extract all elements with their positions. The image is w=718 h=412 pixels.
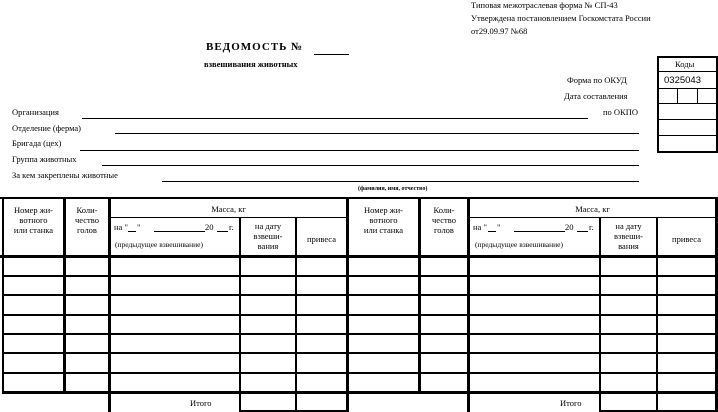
date-mid: "	[137, 222, 141, 232]
col-num-header: Номер жи- вотного или станка	[363, 205, 404, 235]
day-blank[interactable]	[128, 231, 136, 232]
date-prefix: на "	[114, 222, 128, 232]
date-divider	[677, 88, 678, 103]
approval-note: Утверждена постановлением Госкомстата России	[471, 13, 651, 23]
dept-label: Отделение (ферма)	[12, 123, 82, 133]
date-year: 20	[565, 222, 574, 232]
table-row	[3, 275, 716, 277]
prev-weigh-label: (предыдущее взвешивание)	[475, 240, 563, 249]
codes-header: Коды	[675, 59, 695, 69]
table-row	[3, 372, 716, 374]
org-field-line[interactable]	[82, 118, 588, 119]
table-hline	[110, 217, 347, 218]
date-label: Дата составления	[564, 91, 628, 101]
date-suffix: г.	[589, 222, 594, 232]
date-year: 20	[205, 222, 214, 232]
col-qty-header: Коли- чество голов	[432, 205, 456, 235]
total-label-left: Итого	[190, 398, 212, 408]
okpo-label: по ОКПО	[603, 107, 639, 117]
org-label: Организация	[12, 107, 59, 117]
gain-header: привеса	[672, 234, 701, 244]
gain-header: привеса	[307, 234, 336, 244]
date-prefix: на "	[473, 222, 487, 232]
table-vline	[108, 199, 111, 412]
on-date-header: на дату взвеши- вания	[253, 221, 283, 251]
page-subtitle: взвешивания животных	[204, 59, 298, 69]
doc-number-line	[314, 54, 349, 55]
table-row	[3, 333, 716, 335]
mass-header: Масса, кг	[575, 204, 610, 214]
approval-date-note: от29.09.97 №68	[471, 26, 528, 36]
table-hline	[469, 217, 717, 218]
total-label-right: Итого	[560, 398, 582, 408]
date-suffix: г.	[229, 222, 234, 232]
col-num-header: Номер жи- вотного или станка	[13, 205, 54, 235]
codes-divider	[658, 135, 718, 136]
assigned-field-line[interactable]	[162, 181, 639, 182]
prev-weigh-label: (предыдущее взвешивание)	[115, 240, 203, 249]
brigade-field-line[interactable]	[80, 150, 639, 151]
table-vline	[467, 199, 470, 412]
year-blank[interactable]	[577, 231, 588, 232]
date-mid: "	[497, 222, 501, 232]
okud-value: 0325043	[664, 75, 701, 86]
assigned-label: За кем закреплены животные	[12, 170, 118, 180]
group-field-line[interactable]	[102, 165, 639, 166]
month-blank[interactable]	[154, 231, 205, 232]
table-bottom-border	[2, 391, 718, 394]
brigade-label: Бригада (цех)	[12, 138, 62, 148]
table-row	[3, 294, 716, 296]
okud-label: Форма по ОКУД	[567, 75, 627, 85]
on-date-header: на дату взвеши- вания	[613, 221, 644, 251]
month-blank[interactable]	[514, 231, 565, 232]
page-title: ВЕДОМОСТЬ №	[206, 41, 304, 53]
codes-divider	[658, 88, 718, 89]
codes-divider	[658, 103, 718, 104]
date-divider	[697, 88, 698, 103]
codes-divider	[658, 119, 718, 120]
codes-divider	[658, 71, 718, 72]
dept-field-line[interactable]	[115, 133, 639, 134]
header-bottom-border	[0, 255, 718, 258]
group-label: Группа животных	[12, 154, 77, 164]
table-row	[3, 352, 716, 354]
form-type-note: Типовая межотраслевая форма № СП-43	[471, 0, 618, 10]
mass-header: Масса, кг	[211, 204, 246, 214]
year-blank[interactable]	[217, 231, 228, 232]
table-row	[3, 314, 716, 316]
day-blank[interactable]	[488, 231, 496, 232]
assigned-hint: (фамилия, имя, отчество)	[358, 186, 428, 192]
col-qty-header: Коли- чество голов	[75, 205, 99, 235]
